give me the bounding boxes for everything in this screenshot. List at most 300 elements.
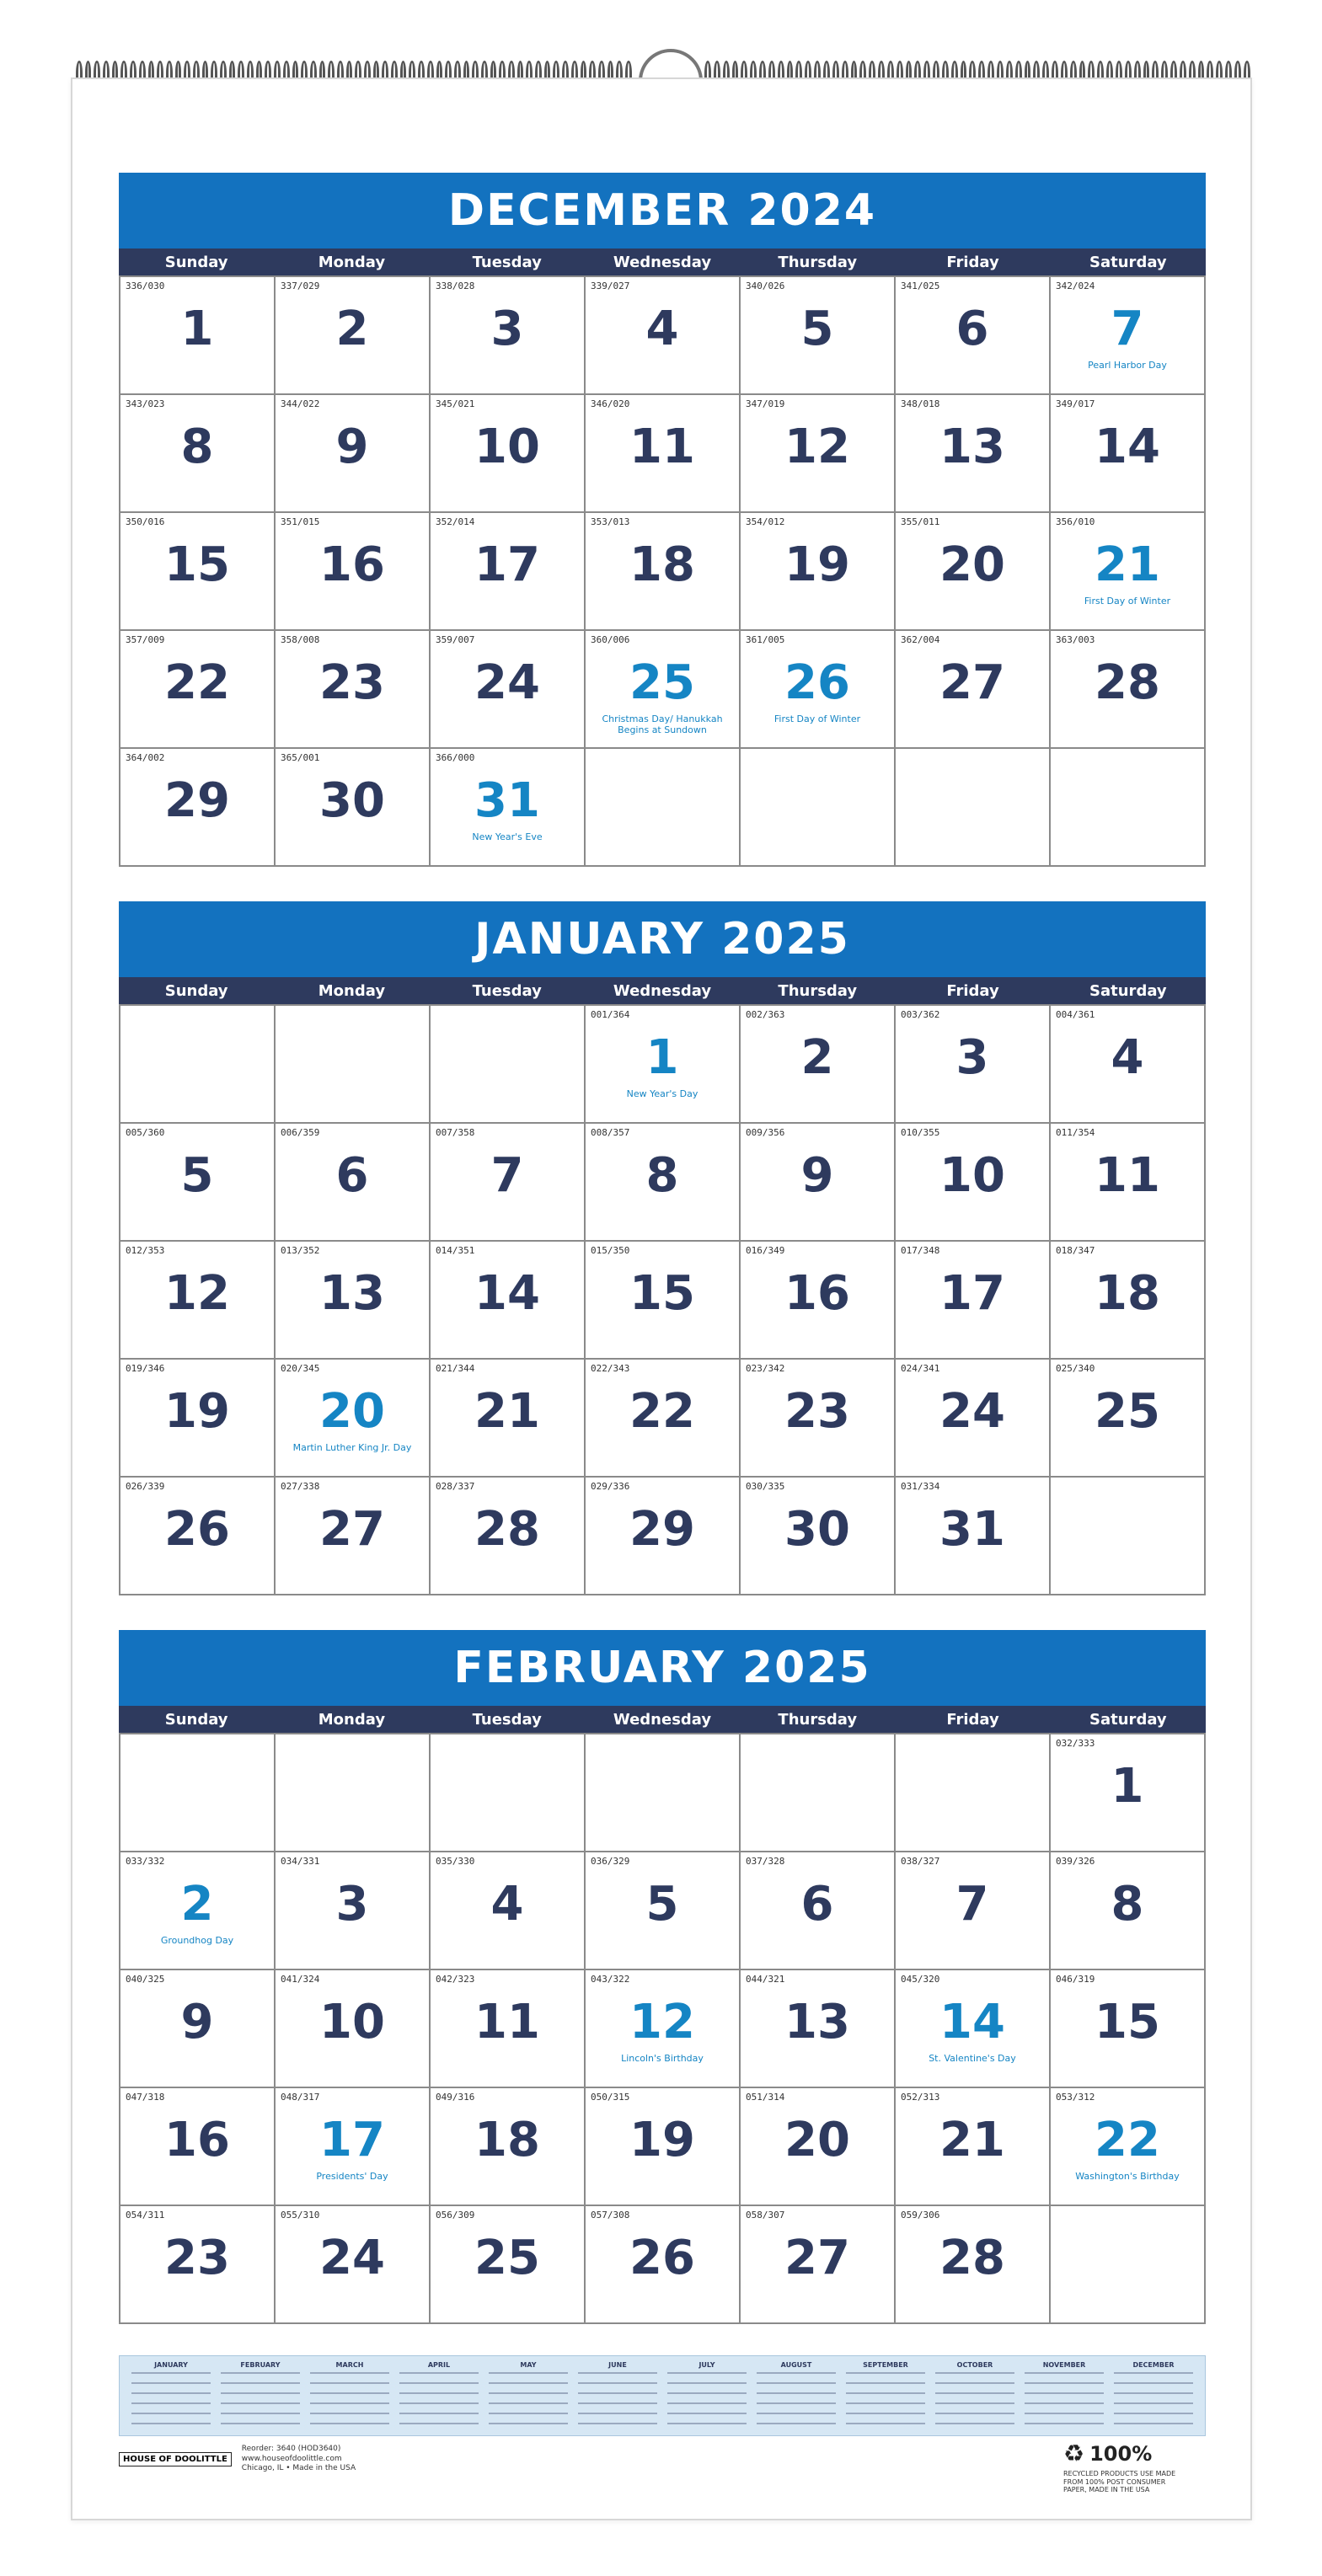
day-cell — [276, 395, 431, 513]
day-cell — [120, 749, 276, 867]
julian-date: 017/348 — [901, 1245, 940, 1256]
day-cell — [120, 513, 276, 631]
day-cell — [431, 395, 586, 513]
day-cell — [586, 631, 741, 749]
holiday-note: St. Valentine's Day — [929, 2053, 1016, 2064]
julian-date: 015/350 — [591, 1245, 630, 1256]
holiday-note: New Year's Day — [626, 1088, 698, 1099]
julian-date: 361/005 — [746, 634, 785, 645]
mini-month-name: SEPTEMBER — [863, 2361, 908, 2369]
empty-cell — [276, 1006, 431, 1124]
empty-cell — [120, 1006, 276, 1124]
empty-cell — [741, 749, 896, 867]
julian-date: 347/019 — [746, 398, 785, 409]
julian-date: 034/331 — [281, 1856, 320, 1867]
day-cell — [896, 1124, 1051, 1242]
weekday-header-row — [119, 977, 1206, 1004]
julian-date: 038/327 — [901, 1856, 940, 1867]
julian-date: 051/314 — [746, 2092, 785, 2103]
day-number: 9 — [335, 420, 369, 474]
julian-date: 007/358 — [436, 1127, 475, 1138]
julian-date: 016/349 — [746, 1245, 785, 1256]
mini-month-name: JUNE — [608, 2361, 627, 2369]
day-cell — [896, 395, 1051, 513]
day-number: 3 — [335, 1877, 369, 1932]
day-number: 3 — [490, 302, 524, 356]
julian-date: 054/311 — [126, 2210, 165, 2221]
weekday-label: Monday — [318, 981, 386, 1000]
recycle-percent: 100% — [1089, 2441, 1153, 2466]
day-number: 10 — [474, 420, 540, 474]
month-title: DECEMBER 2024 — [119, 173, 1206, 249]
mini-month-name: MAY — [520, 2361, 537, 2369]
julian-date: 053/312 — [1056, 2092, 1095, 2103]
weekday-header-row — [119, 1706, 1206, 1733]
day-number: 6 — [335, 1148, 369, 1203]
julian-date: 008/357 — [591, 1127, 630, 1138]
day-number: 17 — [319, 2113, 385, 2167]
day-number: 13 — [939, 420, 1005, 474]
day-number: 30 — [319, 773, 385, 828]
day-cell — [896, 277, 1051, 395]
julian-date: 055/310 — [281, 2210, 320, 2221]
day-grid — [119, 1004, 1206, 1595]
weekday-label: Tuesday — [472, 1710, 542, 1729]
day-number: 24 — [319, 2231, 385, 2285]
holiday-note: Washington's Birthday — [1075, 2171, 1180, 2182]
month-title: FEBRUARY 2025 — [119, 1630, 1206, 1706]
julian-date: 036/329 — [591, 1856, 630, 1867]
mini-month — [305, 2361, 394, 2430]
weekday-label: Thursday — [778, 253, 858, 271]
day-number: 5 — [800, 302, 834, 356]
day-cell — [896, 1242, 1051, 1360]
day-number: 13 — [784, 1995, 850, 2050]
day-number: 20 — [784, 2113, 850, 2167]
day-cell — [586, 1478, 741, 1595]
mini-month-name: MARCH — [335, 2361, 364, 2369]
julian-date: 020/345 — [281, 1363, 320, 1374]
julian-date: 037/328 — [746, 1856, 785, 1867]
julian-date: 059/306 — [901, 2210, 940, 2221]
day-number: 31 — [939, 1502, 1005, 1557]
day-number: 8 — [1111, 1877, 1144, 1932]
day-number: 4 — [1111, 1030, 1144, 1085]
day-cell — [1051, 1006, 1206, 1124]
day-number: 11 — [629, 420, 695, 474]
day-cell — [741, 1360, 896, 1478]
mini-month-dates — [846, 2372, 924, 2430]
day-cell — [276, 749, 431, 867]
day-number: 23 — [784, 1384, 850, 1439]
day-cell — [741, 1852, 896, 1970]
julian-date: 047/318 — [126, 2092, 165, 2103]
weekday-label: Wednesday — [613, 253, 712, 271]
day-cell — [431, 631, 586, 749]
julian-date: 357/009 — [126, 634, 165, 645]
day-number: 23 — [164, 2231, 230, 2285]
julian-date: 027/338 — [281, 1481, 320, 1492]
julian-date: 350/016 — [126, 516, 165, 527]
holiday-note: Presidents' Day — [316, 2171, 388, 2182]
day-cell — [120, 2206, 276, 2324]
brand-line: Reorder: 3640 (HOD3640) — [241, 2445, 341, 2453]
day-grid — [119, 1733, 1206, 2324]
day-cell — [1051, 2088, 1206, 2206]
day-number: 22 — [629, 1384, 695, 1439]
weekday-header-row — [119, 249, 1206, 275]
weekday-label: Sunday — [164, 253, 228, 271]
day-number: 14 — [474, 1266, 540, 1321]
day-cell — [741, 1478, 896, 1595]
day-cell — [431, 2088, 586, 2206]
day-cell — [276, 1124, 431, 1242]
day-number: 16 — [784, 1266, 850, 1321]
julian-date: 043/322 — [591, 1974, 630, 1985]
weekday-label: Friday — [946, 1710, 999, 1729]
day-cell — [1051, 513, 1206, 631]
weekday-label: Saturday — [1089, 981, 1167, 1000]
julian-date: 003/362 — [901, 1009, 940, 1020]
mini-month — [1020, 2361, 1109, 2430]
mini-month-dates — [399, 2372, 478, 2430]
day-number: 4 — [645, 302, 679, 356]
mini-month-dates — [667, 2372, 746, 2430]
mini-month — [752, 2361, 841, 2430]
julian-date: 340/026 — [746, 281, 785, 291]
julian-date: 026/339 — [126, 1481, 165, 1492]
day-cell — [741, 2206, 896, 2324]
year-mini-calendar-strip — [119, 2355, 1206, 2436]
day-cell — [1051, 1734, 1206, 1852]
day-cell — [586, 1852, 741, 1970]
day-number: 19 — [164, 1384, 230, 1439]
month-block — [119, 173, 1206, 867]
mini-month-name: JULY — [698, 2361, 715, 2369]
day-number: 2 — [800, 1030, 834, 1085]
day-number: 9 — [180, 1995, 214, 2050]
julian-date: 349/017 — [1056, 398, 1095, 409]
julian-date: 356/010 — [1056, 516, 1095, 527]
julian-date: 002/363 — [746, 1009, 785, 1020]
day-number: 4 — [490, 1877, 524, 1932]
julian-date: 046/319 — [1056, 1974, 1095, 1985]
holiday-note: Groundhog Day — [160, 1935, 234, 1946]
day-number: 10 — [939, 1148, 1005, 1203]
julian-date: 342/024 — [1056, 281, 1095, 291]
weekday-label: Sunday — [164, 981, 228, 1000]
day-cell — [741, 1124, 896, 1242]
day-cell — [276, 1478, 431, 1595]
weekday-label: Saturday — [1089, 1710, 1167, 1729]
mini-month — [1109, 2361, 1198, 2430]
day-cell — [741, 2088, 896, 2206]
day-number: 28 — [474, 1502, 540, 1557]
day-number: 27 — [319, 1502, 385, 1557]
day-number: 15 — [1095, 1995, 1160, 2050]
day-cell — [741, 277, 896, 395]
julian-date: 336/030 — [126, 281, 165, 291]
mini-month-name: DECEMBER — [1132, 2361, 1175, 2369]
day-cell — [120, 2088, 276, 2206]
day-cell — [276, 2206, 431, 2324]
mini-month-dates — [1025, 2372, 1103, 2430]
day-number: 18 — [1095, 1266, 1160, 1321]
julian-date: 014/351 — [436, 1245, 475, 1256]
julian-date: 042/323 — [436, 1974, 475, 1985]
julian-date: 058/307 — [746, 2210, 785, 2221]
day-cell — [120, 1360, 276, 1478]
day-number: 31 — [474, 773, 540, 828]
julian-date: 033/332 — [126, 1856, 165, 1867]
julian-date: 056/309 — [436, 2210, 475, 2221]
day-number: 7 — [490, 1148, 524, 1203]
day-number: 10 — [319, 1995, 385, 2050]
mini-month-name: NOVEMBER — [1042, 2361, 1086, 2369]
day-number: 27 — [939, 655, 1005, 710]
month-title: JANUARY 2025 — [119, 901, 1206, 977]
mini-month — [930, 2361, 1020, 2430]
day-number: 13 — [319, 1266, 385, 1321]
julian-date: 010/355 — [901, 1127, 940, 1138]
day-number: 7 — [955, 1877, 989, 1932]
day-number: 30 — [784, 1502, 850, 1557]
julian-date: 025/340 — [1056, 1363, 1095, 1374]
day-cell — [431, 1360, 586, 1478]
day-cell — [586, 1006, 741, 1124]
empty-cell — [586, 1734, 741, 1852]
weekday-label: Thursday — [778, 981, 858, 1000]
day-number: 24 — [474, 655, 540, 710]
julian-date: 363/003 — [1056, 634, 1095, 645]
weekday-label: Tuesday — [472, 253, 542, 271]
day-cell — [120, 631, 276, 749]
day-number: 8 — [180, 420, 214, 474]
julian-date: 019/346 — [126, 1363, 165, 1374]
day-number: 6 — [955, 302, 989, 356]
julian-date: 346/020 — [591, 398, 630, 409]
julian-date: 353/013 — [591, 516, 630, 527]
day-number: 26 — [629, 2231, 695, 2285]
day-number: 16 — [164, 2113, 230, 2167]
julian-date: 032/333 — [1056, 1738, 1095, 1749]
day-cell — [276, 1852, 431, 1970]
day-number: 28 — [939, 2231, 1005, 2285]
mini-month — [662, 2361, 752, 2430]
day-cell — [431, 1124, 586, 1242]
month-block — [119, 1630, 1206, 2324]
day-cell — [431, 1852, 586, 1970]
holiday-note: First Day of Winter — [773, 713, 861, 724]
brand-logo: HOUSE OF DOOLITTLE — [119, 2452, 232, 2466]
brand-block — [119, 2445, 356, 2474]
day-cell — [276, 631, 431, 749]
julian-date: 030/335 — [746, 1481, 785, 1492]
holiday-note: Martin Luther King Jr. Day — [292, 1442, 412, 1453]
julian-date: 358/008 — [281, 634, 320, 645]
day-number: 5 — [180, 1148, 214, 1203]
day-number: 25 — [629, 655, 695, 710]
weekday-label: Friday — [946, 253, 999, 271]
day-number: 22 — [164, 655, 230, 710]
day-cell — [1051, 631, 1206, 749]
empty-cell — [120, 1734, 276, 1852]
julian-date: 028/337 — [436, 1481, 475, 1492]
holiday-note: First Day of Winter — [1084, 596, 1171, 607]
mini-month-dates — [131, 2372, 210, 2430]
day-cell — [586, 395, 741, 513]
julian-date: 001/364 — [591, 1009, 630, 1020]
day-cell — [896, 1006, 1051, 1124]
julian-date: 050/315 — [591, 2092, 630, 2103]
julian-date: 339/027 — [591, 281, 630, 291]
mini-month-dates — [935, 2372, 1014, 2430]
mini-month-name: AUGUST — [780, 2361, 812, 2369]
day-number: 15 — [629, 1266, 695, 1321]
weekday-label: Monday — [318, 1710, 386, 1729]
julian-date: 048/317 — [281, 2092, 320, 2103]
day-number: 17 — [474, 537, 540, 592]
day-number: 28 — [1095, 655, 1160, 710]
julian-date: 359/007 — [436, 634, 475, 645]
day-cell — [586, 1124, 741, 1242]
julian-date: 338/028 — [436, 281, 475, 291]
recycle-note: RECYCLED PRODUCTS USE MADE FROM 100% POST CONSUMER PAPER, MADE IN THE USA — [1063, 2470, 1176, 2494]
day-grid — [119, 275, 1206, 867]
day-number: 2 — [180, 1877, 214, 1932]
julian-date: 057/308 — [591, 2210, 630, 2221]
mini-month-name: JANUARY — [154, 2361, 188, 2369]
day-cell — [120, 395, 276, 513]
day-cell — [1051, 395, 1206, 513]
julian-date: 005/360 — [126, 1127, 165, 1138]
mini-month-name: APRIL — [427, 2361, 451, 2369]
day-cell — [431, 749, 586, 867]
mini-month-dates — [757, 2372, 835, 2430]
mini-month-dates — [1114, 2372, 1192, 2430]
day-cell — [276, 1970, 431, 2088]
brand-info — [242, 2445, 356, 2474]
day-number: 21 — [474, 1384, 540, 1439]
day-number: 18 — [474, 2113, 540, 2167]
day-cell — [1051, 277, 1206, 395]
empty-cell — [431, 1006, 586, 1124]
julian-date: 004/361 — [1056, 1009, 1095, 1020]
day-cell — [120, 1242, 276, 1360]
day-number: 6 — [800, 1877, 834, 1932]
recycle-icon: ♻ — [1063, 2440, 1085, 2467]
holiday-note: Christmas Day/ Hanukkah Begins at Sundown — [602, 713, 723, 736]
day-number: 3 — [955, 1030, 989, 1085]
julian-date: 344/022 — [281, 398, 320, 409]
day-number: 29 — [629, 1502, 695, 1557]
julian-date: 341/025 — [901, 281, 940, 291]
julian-date: 352/014 — [436, 516, 475, 527]
julian-date: 022/343 — [591, 1363, 630, 1374]
day-number: 1 — [1111, 1759, 1144, 1814]
empty-cell — [1051, 749, 1206, 867]
julian-date: 351/015 — [281, 516, 320, 527]
day-cell — [896, 631, 1051, 749]
day-cell — [1051, 1852, 1206, 1970]
holiday-note: Pearl Harbor Day — [1088, 360, 1167, 371]
weekday-label: Wednesday — [613, 981, 712, 1000]
julian-date: 337/029 — [281, 281, 320, 291]
day-number: 29 — [164, 773, 230, 828]
weekday-label: Saturday — [1089, 253, 1167, 271]
day-cell — [586, 513, 741, 631]
day-cell — [586, 2088, 741, 2206]
mini-month-dates — [578, 2372, 656, 2430]
julian-date: 360/006 — [591, 634, 630, 645]
julian-date: 013/352 — [281, 1245, 320, 1256]
day-number: 25 — [1095, 1384, 1160, 1439]
day-cell — [896, 513, 1051, 631]
day-cell — [586, 1360, 741, 1478]
julian-date: 006/359 — [281, 1127, 320, 1138]
day-cell — [431, 1242, 586, 1360]
day-cell — [896, 2206, 1051, 2324]
julian-date: 354/012 — [746, 516, 785, 527]
julian-date: 041/324 — [281, 1974, 320, 1985]
mini-month — [573, 2361, 662, 2430]
day-number: 1 — [645, 1030, 679, 1085]
julian-date: 343/023 — [126, 398, 165, 409]
mini-month — [841, 2361, 930, 2430]
julian-date: 029/336 — [591, 1481, 630, 1492]
day-number: 18 — [629, 537, 695, 592]
day-cell — [741, 513, 896, 631]
day-cell — [586, 2206, 741, 2324]
day-number: 5 — [645, 1877, 679, 1932]
julian-date: 040/325 — [126, 1974, 165, 1985]
day-cell — [276, 1360, 431, 1478]
day-cell — [896, 2088, 1051, 2206]
day-number: 24 — [939, 1384, 1005, 1439]
day-number: 12 — [164, 1266, 230, 1321]
empty-cell — [741, 1734, 896, 1852]
julian-date: 362/004 — [901, 634, 940, 645]
mini-month-name: FEBRUARY — [240, 2361, 281, 2369]
day-number: 15 — [164, 537, 230, 592]
day-cell — [896, 1970, 1051, 2088]
month-block — [119, 901, 1206, 1595]
day-number: 11 — [1095, 1148, 1160, 1203]
day-number: 21 — [939, 2113, 1005, 2167]
day-number: 14 — [939, 1995, 1005, 2050]
brand-line: www.houseofdoolittle.com — [241, 2454, 342, 2463]
day-cell — [431, 513, 586, 631]
day-cell — [896, 1478, 1051, 1595]
julian-date: 045/320 — [901, 1974, 940, 1985]
weekday-label: Thursday — [778, 1710, 858, 1729]
day-number: 11 — [474, 1995, 540, 2050]
day-cell — [120, 1852, 276, 1970]
julian-date: 348/018 — [901, 398, 940, 409]
brand-line: Chicago, IL • Made in the USA — [241, 2464, 356, 2473]
day-number: 9 — [800, 1148, 834, 1203]
day-cell — [431, 2206, 586, 2324]
julian-date: 012/353 — [126, 1245, 165, 1256]
day-number: 8 — [645, 1148, 679, 1203]
julian-date: 011/354 — [1056, 1127, 1095, 1138]
weekday-label: Friday — [946, 981, 999, 1000]
mini-month-dates — [489, 2372, 567, 2430]
day-cell — [431, 277, 586, 395]
julian-date: 365/001 — [281, 752, 320, 763]
weekday-label: Monday — [318, 253, 386, 271]
day-number: 14 — [1095, 420, 1160, 474]
